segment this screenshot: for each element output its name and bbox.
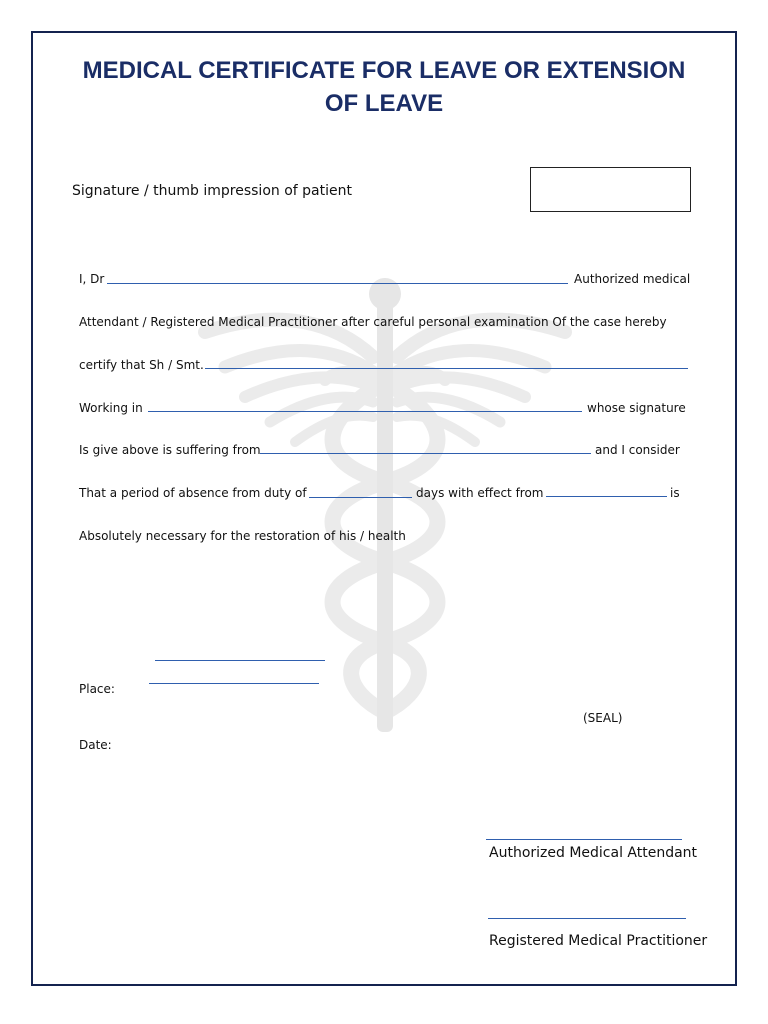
place-label: Place:: [79, 682, 115, 696]
signature-label: Signature / thumb impression of patient: [72, 183, 352, 199]
practitioner-label: Registered Medical Practitioner: [489, 933, 708, 949]
seal-label: (SEAL): [583, 711, 623, 725]
consider-text: and I consider: [595, 443, 680, 457]
attendant-label: Authorized Medical Attendant: [489, 845, 698, 861]
working-in-label: Working in: [79, 401, 143, 415]
title-line-1: MEDICAL CERTIFICATE FOR LEAVE OR EXTENSION: [82, 57, 686, 84]
date-field[interactable]: [149, 683, 319, 684]
suffering-from-label: Is give above is suffering from: [79, 443, 261, 457]
illness-field[interactable]: [260, 453, 591, 454]
signature-box[interactable]: [530, 167, 691, 212]
attendant-text: Attendant / Registered Medical Practitioner after careful personal examination Of the case hereby: [79, 315, 667, 329]
patient-name-field[interactable]: [205, 368, 688, 369]
doctor-name-field[interactable]: [107, 283, 568, 284]
is-text: is: [670, 486, 680, 500]
absence-label: That a period of absence from duty of: [79, 486, 307, 500]
effect-date-field[interactable]: [546, 496, 667, 497]
title-line-2: OF LEAVE: [324, 90, 444, 117]
date-label: Date:: [79, 738, 112, 752]
whose-signature-text: whose signature: [587, 401, 686, 415]
absence-days-field[interactable]: [309, 497, 412, 498]
authorized-medical-text: Authorized medical: [574, 272, 691, 286]
necessary-text: Absolutely necessary for the restoration of his / health: [79, 529, 406, 543]
doctor-label: I, Dr: [79, 272, 105, 286]
certify-label: certify that Sh / Smt.: [79, 358, 204, 372]
place-field[interactable]: [155, 660, 325, 661]
effect-from-label: days with effect from: [416, 486, 544, 500]
page-title: [60, 54, 708, 120]
attendant-signature-field[interactable]: [486, 839, 682, 840]
practitioner-signature-field[interactable]: [488, 918, 686, 919]
workplace-field[interactable]: [148, 411, 582, 412]
